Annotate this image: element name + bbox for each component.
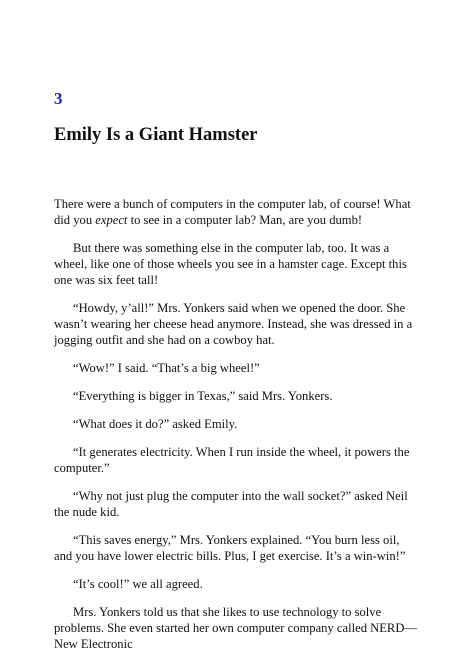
paragraph-11: Mrs. Yonkers told us that she likes to use technology to solve problems. She even started her own computer company called NERD—New Electronic <box>54 605 418 651</box>
paragraph-1-pre: There were a bunch of computers in the computer lab, of course! What did you <box>54 197 411 227</box>
paragraph-1-post: to see in a computer lab? Man, are you dumb! <box>127 213 363 227</box>
paragraph-9: “This saves energy,” Mrs. Yonkers explained. “You burn less oil, and you have lower electric bills. Plus, I get exercise. It’s a win-win!” <box>54 533 406 563</box>
paragraph-5: “Everything is bigger in Texas,” said Mrs. Yonkers. <box>73 389 333 403</box>
chapter-body <box>54 196 418 664</box>
paragraph-1 <box>54 196 418 228</box>
paragraph-3: “Howdy, y’all!” Mrs. Yonkers said when we opened the door. She wasn’t wearing her cheese head anymore. Instead, she was dressed in a jogging outfit and she had on a cowboy hat. <box>54 301 413 347</box>
paragraph-6: “What does it do?” asked Emily. <box>73 417 238 431</box>
paragraph-1-emphasis: expect <box>95 213 128 227</box>
chapter-number: 3 <box>54 89 63 108</box>
paragraph-7: “It generates electricity. When I run inside the wheel, it powers the computer.” <box>54 445 410 475</box>
paragraph-8: “Why not just plug the computer into the wall socket?” asked Neil the nude kid. <box>54 489 408 519</box>
paragraph-2: But there was something else in the computer lab, too. It was a wheel, like one of those wheels you see in a hamster cage. Except this one was six feet tall! <box>54 241 407 287</box>
paragraph-4: “Wow!” I said. “That’s a big wheel!” <box>73 361 260 375</box>
paragraph-10: “It’s cool!” we all agreed. <box>73 577 203 591</box>
chapter-title: Emily Is a Giant Hamster <box>54 125 258 145</box>
